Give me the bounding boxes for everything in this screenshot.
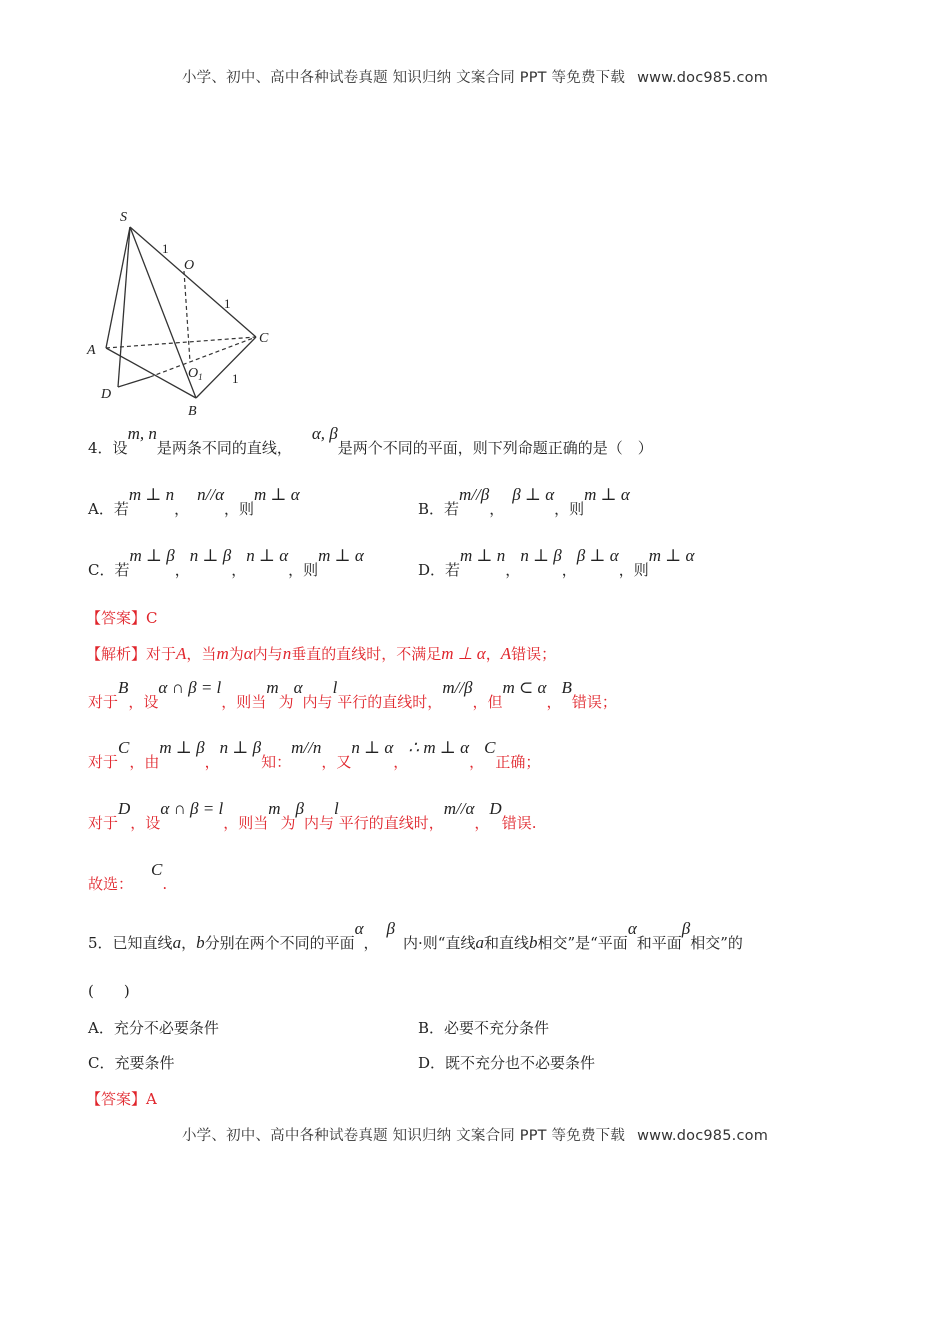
math-expression: α (293, 678, 303, 697)
math-expression: l (333, 799, 339, 818)
text-span: ，设 (130, 814, 161, 832)
math-expression: n ⊥ α (351, 738, 394, 757)
math-expression: m ⊥ α (648, 546, 695, 565)
text-span: 为 (228, 645, 244, 663)
vertex-C: C (259, 331, 269, 346)
punctuation: ， (489, 500, 505, 518)
text-span: ，又 (321, 753, 352, 771)
math-expression: n ⊥ β (520, 546, 562, 565)
text-span: 为 (278, 693, 294, 711)
q5-option-b[interactable]: B．必要不充分条件 (418, 1019, 550, 1037)
punctuation: ， (174, 561, 190, 579)
vertex-A: A (87, 343, 96, 358)
math-expression: C (484, 738, 496, 757)
answer-tag: 【答案】 (86, 1090, 147, 1108)
text-span: 和直线 (483, 934, 529, 952)
text-span: 已知直线 (112, 934, 173, 952)
text-span: ， (393, 753, 409, 771)
text-span: 相交”是“平面 (537, 934, 628, 952)
text-span: 为 (280, 814, 296, 832)
question-5-paren: ( ) (88, 982, 130, 1000)
text-span: 错误. (501, 814, 537, 832)
punctuation: ， (174, 500, 190, 518)
math-expression: n ⊥ β (219, 738, 262, 757)
text-span: 内与 (302, 693, 333, 711)
text-span: ， (204, 753, 220, 771)
math-expression: a (475, 933, 484, 952)
text-span: 知： (261, 753, 292, 771)
q5-option-c[interactable]: C．充要条件 (88, 1054, 175, 1072)
math-expression: A (500, 644, 512, 663)
q4-analysis-d (88, 799, 537, 833)
text-span: 是两个不同的平面，则下列命题正确的是（ ） (337, 439, 653, 457)
q4-option-c[interactable] (88, 546, 364, 580)
math-expression: D (118, 799, 131, 818)
math-expression: m ⊥ n (460, 546, 506, 565)
math-expression: m ⊥ α (254, 485, 300, 504)
text-span: ，由 (129, 753, 160, 771)
text-span: 5． (88, 934, 113, 952)
text-span: A．若 (88, 500, 129, 518)
text-span: 内与 (252, 645, 283, 663)
text-span: 是两条不同的直线， (156, 439, 292, 457)
math-expression: B (561, 678, 572, 697)
punctuation: ， (505, 561, 521, 579)
text-span: 对于 (88, 693, 119, 711)
math-expression: b (528, 933, 538, 952)
math-expression: a (172, 933, 182, 952)
math-expression: β ⊥ α (512, 485, 555, 504)
vertex-O: O (184, 258, 195, 273)
q5-option-a[interactable]: A．充分不必要条件 (88, 1019, 219, 1037)
text-span: ，则当 (223, 814, 269, 832)
text-span: ，则 (618, 561, 649, 579)
text-span: 分别在两个不同的平面 (204, 934, 355, 952)
vertex-S: S (120, 210, 127, 225)
math-expression: b (196, 933, 205, 952)
edge-label-OC: 1 (224, 296, 231, 311)
text-span: 内与 (303, 814, 334, 832)
math-expression: α (354, 919, 364, 938)
text-span: 正确； (495, 753, 541, 771)
edge-label-BC: 1 (232, 371, 239, 386)
math-expression: C (118, 738, 130, 757)
text-span: C．若 (88, 561, 130, 579)
math-expression: α (627, 919, 637, 938)
math-expression: ∴ m ⊥ α (408, 738, 470, 757)
q5-answer (86, 1088, 157, 1109)
text-span: ， (546, 693, 562, 711)
text-span: ，则当 (221, 693, 267, 711)
text-span: 内·则“直线 (403, 934, 476, 952)
math-expression: m//n (291, 738, 322, 757)
q4-answer (86, 607, 158, 628)
punctuation: ， (231, 561, 247, 579)
question-4-stem (88, 424, 653, 458)
text-span: 4． (88, 439, 113, 457)
text-span: 设 (112, 439, 128, 457)
text-span: 对于 (88, 814, 119, 832)
math-expression: l (332, 678, 338, 697)
math-expression: m//β (459, 485, 490, 504)
text-span: 错误； (511, 645, 557, 663)
math-expression: β (681, 919, 691, 938)
q4-analysis-b (88, 678, 617, 712)
math-expression: m ⊥ β (129, 546, 175, 565)
header-banner-url[interactable]: www.doc985.com (637, 70, 769, 86)
text-span: 和平面 (636, 934, 682, 952)
edge-label-SO: 1 (162, 241, 169, 256)
footer-banner (0, 1124, 950, 1145)
text-span: ，则 (224, 500, 255, 518)
text-span: 垂直的直线时，不满足 (291, 645, 442, 663)
question-5-stem (88, 919, 743, 953)
text-span: ， (474, 814, 490, 832)
text-span: B．若 (418, 500, 460, 518)
text-span: 对于 (146, 645, 177, 663)
math-expression: m//β (442, 678, 473, 697)
math-expression: n//α (197, 485, 224, 504)
text-span: ，当 (186, 645, 217, 663)
math-expression: D (489, 799, 502, 818)
math-expression: m (216, 644, 229, 663)
math-expression: m (268, 799, 281, 818)
math-expression: m ⊥ α (318, 546, 364, 565)
pyramid-figure (84, 205, 284, 420)
math-expression: n ⊥ β (189, 546, 232, 565)
math-expression: m//α (443, 799, 475, 818)
text-span: ， (363, 934, 379, 952)
vertex-D: D (101, 387, 112, 402)
text-span: ， (485, 645, 501, 663)
math-expression: A (176, 644, 187, 663)
answer-tag: 【答案】 (86, 609, 147, 627)
q4-analysis-c (88, 738, 541, 772)
answer-value: C (146, 609, 158, 627)
math-expression: n ⊥ α (246, 546, 289, 565)
math-expression: m ⊥ α (441, 644, 486, 663)
math-expression: α ∩ β = l (160, 799, 224, 818)
vertex-O1: $O_1$ (188, 366, 203, 382)
q4-option-d[interactable] (418, 546, 695, 580)
math-expression: α (243, 644, 253, 663)
text-span: ，设 (128, 693, 159, 711)
math-expression: n (282, 644, 292, 663)
punctuation: ， (561, 561, 577, 579)
q4-analysis-a (86, 643, 556, 664)
math-expression: α ∩ β = l (158, 678, 222, 697)
text-span: 故选： (88, 875, 134, 893)
math-expression: m ⊥ β (159, 738, 205, 757)
text-span: 平行的直线时， (337, 693, 443, 711)
text-span: 对于 (88, 753, 119, 771)
footer-banner-url[interactable]: www.doc985.com (637, 1128, 769, 1144)
math-expression: β (386, 919, 396, 938)
text-span: ， (469, 753, 485, 771)
q4-option-b[interactable] (418, 485, 630, 519)
vertex-B: B (188, 404, 197, 419)
text-span: D．若 (418, 561, 461, 579)
footer-banner-text: 小学、初中、高中各种试卷真题 知识归纳 文案合同 PPT 等免费下载 (181, 1128, 626, 1144)
answer-value: A (146, 1090, 157, 1108)
text-span: 【解析】 (86, 645, 147, 663)
math-expression: m ⊂ α (502, 678, 547, 697)
header-banner (0, 66, 950, 87)
math-expression: B (118, 678, 129, 697)
math-expression: m ⊥ n (128, 485, 175, 504)
text-span: 错误； (571, 693, 617, 711)
math-m-n: m, n (127, 424, 157, 443)
q4-conclusion (88, 860, 168, 894)
math-expression: β ⊥ α (576, 546, 619, 565)
math-expression: m ⊥ α (584, 485, 630, 504)
math-alpha-beta: α, β (311, 424, 338, 443)
text-span: 平行的直线时， (338, 814, 444, 832)
text-span: ，则 (554, 500, 585, 518)
text-span: ，但 (472, 693, 503, 711)
text-span: 相交”的 (690, 934, 743, 952)
text-span: ，则 (288, 561, 319, 579)
text-span: ， (181, 934, 197, 952)
q5-option-d[interactable]: D．既不充分也不必要条件 (418, 1054, 596, 1072)
header-banner-text: 小学、初中、高中各种试卷真题 知识归纳 文案合同 PPT 等免费下载 (181, 70, 626, 86)
q4-option-a[interactable] (88, 485, 300, 519)
math-expression: m (266, 678, 279, 697)
text-span: . (162, 875, 168, 893)
math-expression: β (295, 799, 304, 818)
math-expression: C (151, 860, 163, 879)
pyramid-diagram (84, 205, 284, 420)
